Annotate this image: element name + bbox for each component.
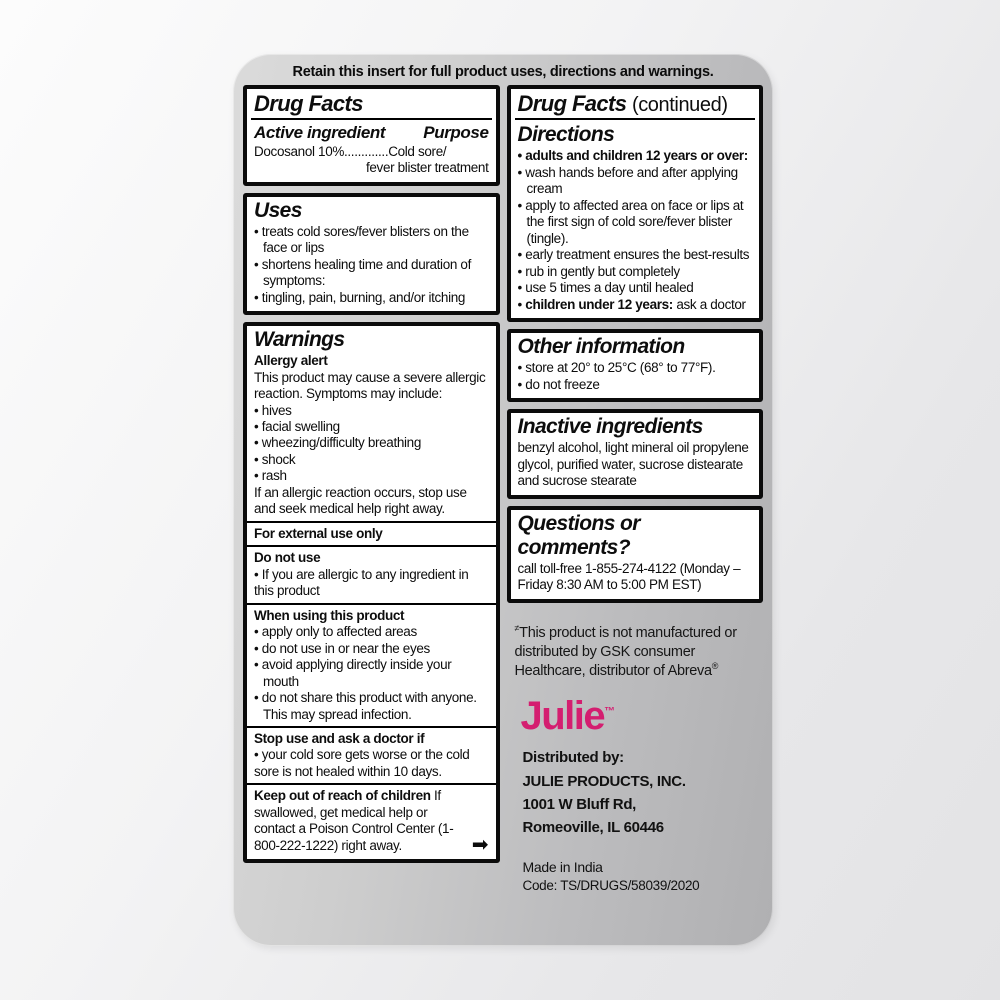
directions-adults-label: • adults and children 12 years or over:	[518, 148, 753, 164]
right-column	[507, 85, 764, 893]
gsk-disclaimer-text: This product is not manufactured or distributed by GSK consumer Healthcare, distributor of Abreva	[514, 624, 737, 679]
product-code: Code: TS/DRUGS/58039/2020	[522, 877, 700, 893]
active-ingredient-header	[254, 123, 489, 143]
other-information-item: • do not freeze	[518, 377, 753, 393]
distributor-street: 1001 W Bluff Rd,	[522, 795, 637, 813]
uses-title: Uses	[254, 198, 302, 222]
insert-columns	[233, 85, 773, 893]
directions-box	[507, 85, 764, 322]
other-information-title: Other information	[517, 335, 685, 359]
divider	[515, 118, 756, 120]
directions-children	[518, 297, 753, 313]
drug-facts-continued-main: Drug Facts	[517, 91, 627, 116]
active-ingredient-label: Active ingredient	[254, 123, 386, 143]
distributed-by-label: Distributed by:	[522, 749, 624, 767]
directions-title: Directions	[517, 123, 615, 147]
purpose-label: Purpose	[423, 123, 489, 143]
inactive-ingredients-box	[507, 409, 764, 499]
uses-box	[243, 193, 500, 315]
divider	[247, 726, 496, 728]
uses-item: • shortens healing time and duration of symptoms:	[254, 257, 489, 290]
keep-out-title: Keep out of reach of children	[254, 788, 431, 804]
inactive-ingredients-text: benzyl alcohol, light mineral oil propylene glycol, purified water, sucrose distearate and sucrose stearate	[517, 440, 749, 489]
children-text: ask a doctor	[672, 296, 746, 312]
questions-text: call toll-free 1-855-274-4122 (Monday – Friday 8:30 AM to 5:00 PM EST)	[517, 560, 741, 593]
made-in: Made in India	[522, 859, 603, 876]
uses-item: • treats cold sores/fever blisters on the face or lips	[254, 224, 489, 257]
drug-facts-continued-suffix: (continued)	[631, 94, 728, 116]
symptom-item: • wheezing/difficulty breathing	[254, 435, 489, 451]
when-using-title: When using this product	[254, 607, 405, 623]
other-information-item: • store at 20° to 25°C (68° to 77°F).	[518, 360, 753, 376]
footnote-mark: ≠	[514, 623, 520, 634]
drug-facts-title: Drug Facts	[254, 91, 363, 116]
directions-steps-list	[518, 165, 753, 297]
distributor-info	[523, 746, 760, 839]
stop-use-bullet: • your cold sore gets worse or the cold sore is not healed within 10 days.	[254, 747, 489, 780]
do-not-use-title: Do not use	[254, 550, 321, 566]
retain-notice: Retain this insert for full product uses, directions and warnings.	[292, 64, 714, 80]
distributor-city: Romeoville, IL 60446	[522, 819, 664, 837]
distributor-name: JULIE PRODUCTS, INC.	[522, 772, 686, 790]
when-using-list	[254, 624, 489, 723]
divider	[247, 521, 496, 523]
when-using-item: • avoid applying directly inside your mouth	[254, 657, 489, 690]
left-column	[243, 85, 500, 893]
divider	[247, 783, 496, 785]
external-use-notice: For external use only	[254, 525, 383, 541]
divider	[247, 545, 496, 547]
drug-facts-continued-title	[518, 92, 753, 116]
when-using-item: • do not use in or near the eyes	[254, 641, 489, 657]
inactive-ingredients-title: Inactive ingredients	[517, 415, 703, 439]
uses-item: • tingling, pain, burning, and/or itching	[254, 290, 489, 306]
direction-step: • apply to affected area on face or lips at the first sign of cold sore/fever blister (tingle).	[518, 198, 753, 247]
other-information-list	[518, 360, 753, 393]
keep-out-of-reach	[254, 788, 489, 857]
when-using-item: • do not share this product with anyone. This may spread infection.	[254, 690, 489, 723]
warnings-title: Warnings	[254, 328, 345, 351]
stop-use-title: Stop use and ask a doctor if	[254, 730, 425, 746]
keep-out-text	[254, 788, 468, 854]
questions-box	[507, 506, 764, 603]
arrow-right-icon: ➡	[471, 834, 489, 857]
when-using-item: • apply only to affected areas	[254, 624, 489, 640]
insert-footer	[507, 610, 764, 893]
julie-logo-text: Julie	[520, 694, 605, 739]
allergy-outro: If an allergic reaction occurs, stop use and seek medical help right away.	[254, 484, 467, 517]
direction-step: • early treatment ensures the best-results	[518, 247, 753, 263]
symptom-item: • facial swelling	[254, 419, 489, 435]
allergy-alert-title: Allergy alert	[254, 353, 328, 369]
keep-out-body: If swallowed, get medical help or contact a Poison Control Center (1-800-222-1222) right away.	[254, 788, 454, 853]
other-information-box	[507, 329, 764, 402]
symptom-item: • rash	[254, 468, 489, 484]
symptom-item: • shock	[254, 452, 489, 468]
julie-logo	[520, 694, 760, 739]
do-not-use-bullet: • If you are allergic to any ingredient in this product	[254, 567, 489, 600]
active-ingredient-value: Docosanol 10%.............Cold sore/	[254, 143, 447, 159]
registered-mark: ®	[711, 660, 719, 671]
gsk-disclaimer	[515, 624, 751, 681]
allergy-symptoms-list	[254, 403, 489, 485]
questions-title: Questions or comments?	[517, 511, 640, 559]
children-label: children under 12 years:	[525, 296, 673, 312]
allergy-intro: This product may cause a severe allergic reaction. Symptoms may include:	[254, 369, 486, 402]
symptom-item: • hives	[254, 403, 489, 419]
divider	[251, 118, 492, 120]
trademark-icon: ™	[604, 706, 616, 719]
direction-step: • use 5 times a day until healed	[518, 280, 753, 296]
purpose-value: fever blister treatment	[365, 160, 489, 176]
drug-facts-box	[243, 85, 500, 186]
uses-list	[254, 224, 489, 306]
divider	[247, 603, 496, 605]
drug-facts-insert	[233, 54, 773, 946]
direction-step: • rub in gently but completely	[518, 264, 753, 280]
direction-step: • wash hands before and after applying cream	[518, 165, 753, 198]
warnings-box	[243, 322, 500, 863]
